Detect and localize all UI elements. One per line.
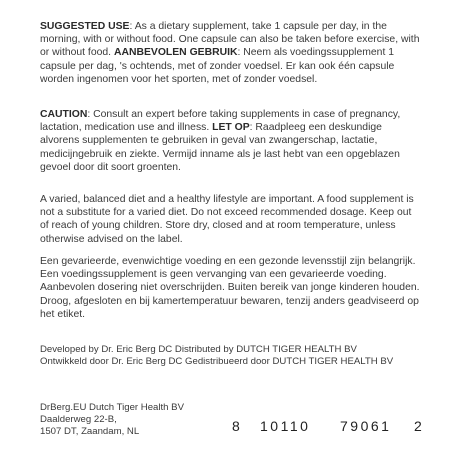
- address-line-3: 1507 DT, Zaandam, NL: [40, 426, 140, 437]
- let-op-text: : Raadpleeg een deskundige alvorens supplementen te gebruiken in geval van zwangerschap, lactatie, medicijngebruik en ziekte. Vermijd inname als je last hebt van een opgeblazen gevoel door dit soort groenten.: [40, 122, 400, 173]
- suggested-use-heading: SUGGESTED USE: [40, 21, 130, 32]
- let-op-heading: LET OP: [212, 122, 250, 134]
- barcode-digits: [232, 418, 424, 440]
- barcode-group-left: 10110: [260, 418, 311, 434]
- developer-line-nl: Ontwikkeld door Dr. Eric Berg DC Gedistribueerd door DUTCH TIGER HEALTH BV: [40, 356, 394, 367]
- aanbevolen-gebruik-heading: AANBEVOLEN GEBRUIK: [113, 47, 238, 59]
- address-line-1: DrBerg.EU Dutch Tiger Health BV: [40, 402, 184, 413]
- advice-nl-paragraph: Een gevarieerde, evenwichtige voeding en een gezonde levensstijl zijn belangrijk. Een voedingssupplement is geen vervanging van een gevarieerde voeding. Aanbevolen dosering niet overschrijden. Buiten bereik van jonge kinderen houden. Droog, afgesloten en bij kamertemperatuur bewaren, tenzij anders geadviseerd op het etiket.: [40, 256, 420, 320]
- address-block: [40, 402, 220, 438]
- address-line-2: Daalderweg 22-B,: [40, 414, 117, 425]
- caution-section: [40, 108, 420, 174]
- suggested-use-section: [40, 20, 420, 86]
- caution-heading: CAUTION: [40, 109, 88, 120]
- barcode-group-right: 79061: [340, 418, 392, 434]
- barcode-digit-first: 8: [232, 418, 240, 434]
- developer-line-en: Developed by Dr. Eric Berg DC Distributed by DUTCH TIGER HEALTH BV: [40, 344, 357, 355]
- caution-text: : Consult an expert before taking supplements in case of pregnancy, lactation, medication use and illness.: [40, 109, 401, 134]
- barcode-bars: [232, 352, 424, 422]
- aanbevolen-gebruik-text: : Neem als voedingssupplement 1 capsule per dag, 's ochtends, met of zonder voedsel. Er kan ook één capsule worden ingenomen voor het sporten, met of zonder voedsel.: [40, 47, 395, 85]
- suggested-use-text: : As a dietary supplement, take 1 capsule per day, in the morning, with or without food. One capsule can also be taken before exercise, with or without food.: [40, 21, 420, 59]
- advice-en-paragraph: A varied, balanced diet and a healthy lifestyle are important. A food supplement is not a substitute for a varied diet. Do not exceed recommended dosage. Keep out of reach of young children. Store dry, closed and at room temperature, unless otherwise advised on the label.: [40, 194, 414, 245]
- barcode-digit-last: 2: [414, 418, 422, 434]
